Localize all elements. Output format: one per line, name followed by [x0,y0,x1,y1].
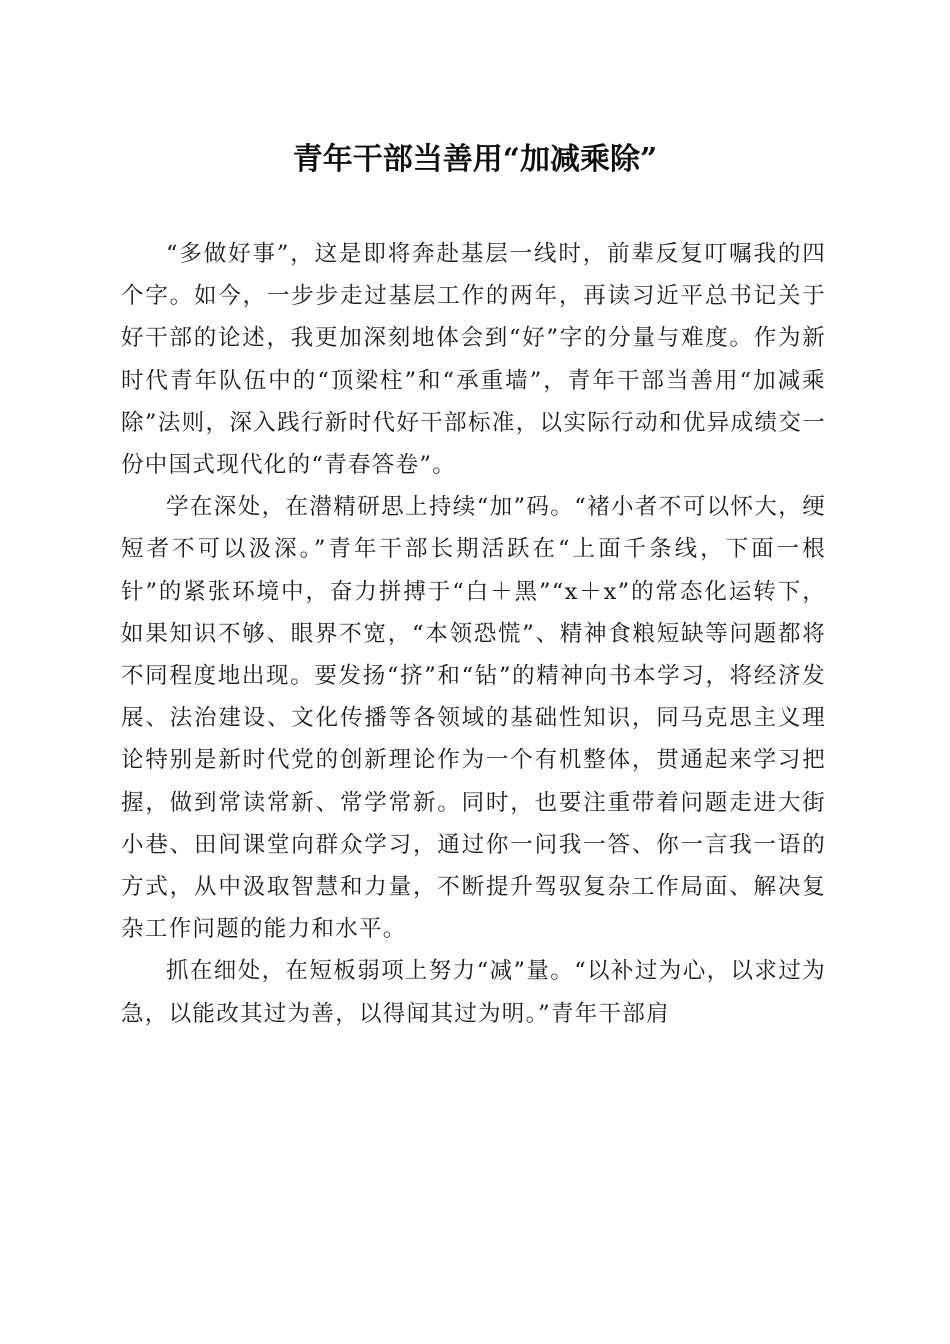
paragraph-2: 学在深处，在潜精研思上持续“加”码。“褚小者不可以怀大，绠短者不可以汲深。”青年干部长期活跃在“上面千条线，下面一根针”的紧张环境中，奋力拼搏于“白＋黑”“x＋x”的常态化运转下，如果知识不够、眼界不宽，“本领恐慌”、精神食粮短缺等问题都将不同程度地出现。要发扬“挤”和“钻”的精神向书本学习，将经济发展、法治建设、文化传播等各领域的基础性知识，同马克思主义理论特别是新时代党的创新理论作为一个有机整体，贯通起来学习把握，做到常读常新、常学常新。同时，也要注重带着问题走进大街小巷、田间课堂向群众学习，通过你一问我一答、你一言我一语的方式，从中汲取智慧和力量，不断提升驾驭复杂工作局面、解决复杂工作问题的能力和水平。 [121,494,826,943]
paragraph-1: “多做好事”，这是即将奔赴基层一线时，前辈反复叮嘱我的四个字。如今，一步步走过基层工作的两年，再读习近平总书记关于好干部的论述，我更加深刻地体会到“好”字的分量与难度。作为新时代青年队伍中的“顶梁柱”和“承重墙”，青年干部当善用“加减乘除”法则，深入践行新时代好干部标准，以实际行动和优异成绩交一份中国式现代化的“青春答卷”。 [121,241,826,479]
paragraph-3: 抓在细处，在短板弱项上努力“减”量。“以补过为心，以求过为急，以能改其过为善，以得闻其过为明。”青年干部肩 [121,958,826,1027]
document-body [121,233,826,1035]
document-title: 青年干部当善用“加减乘除” [292,142,658,177]
